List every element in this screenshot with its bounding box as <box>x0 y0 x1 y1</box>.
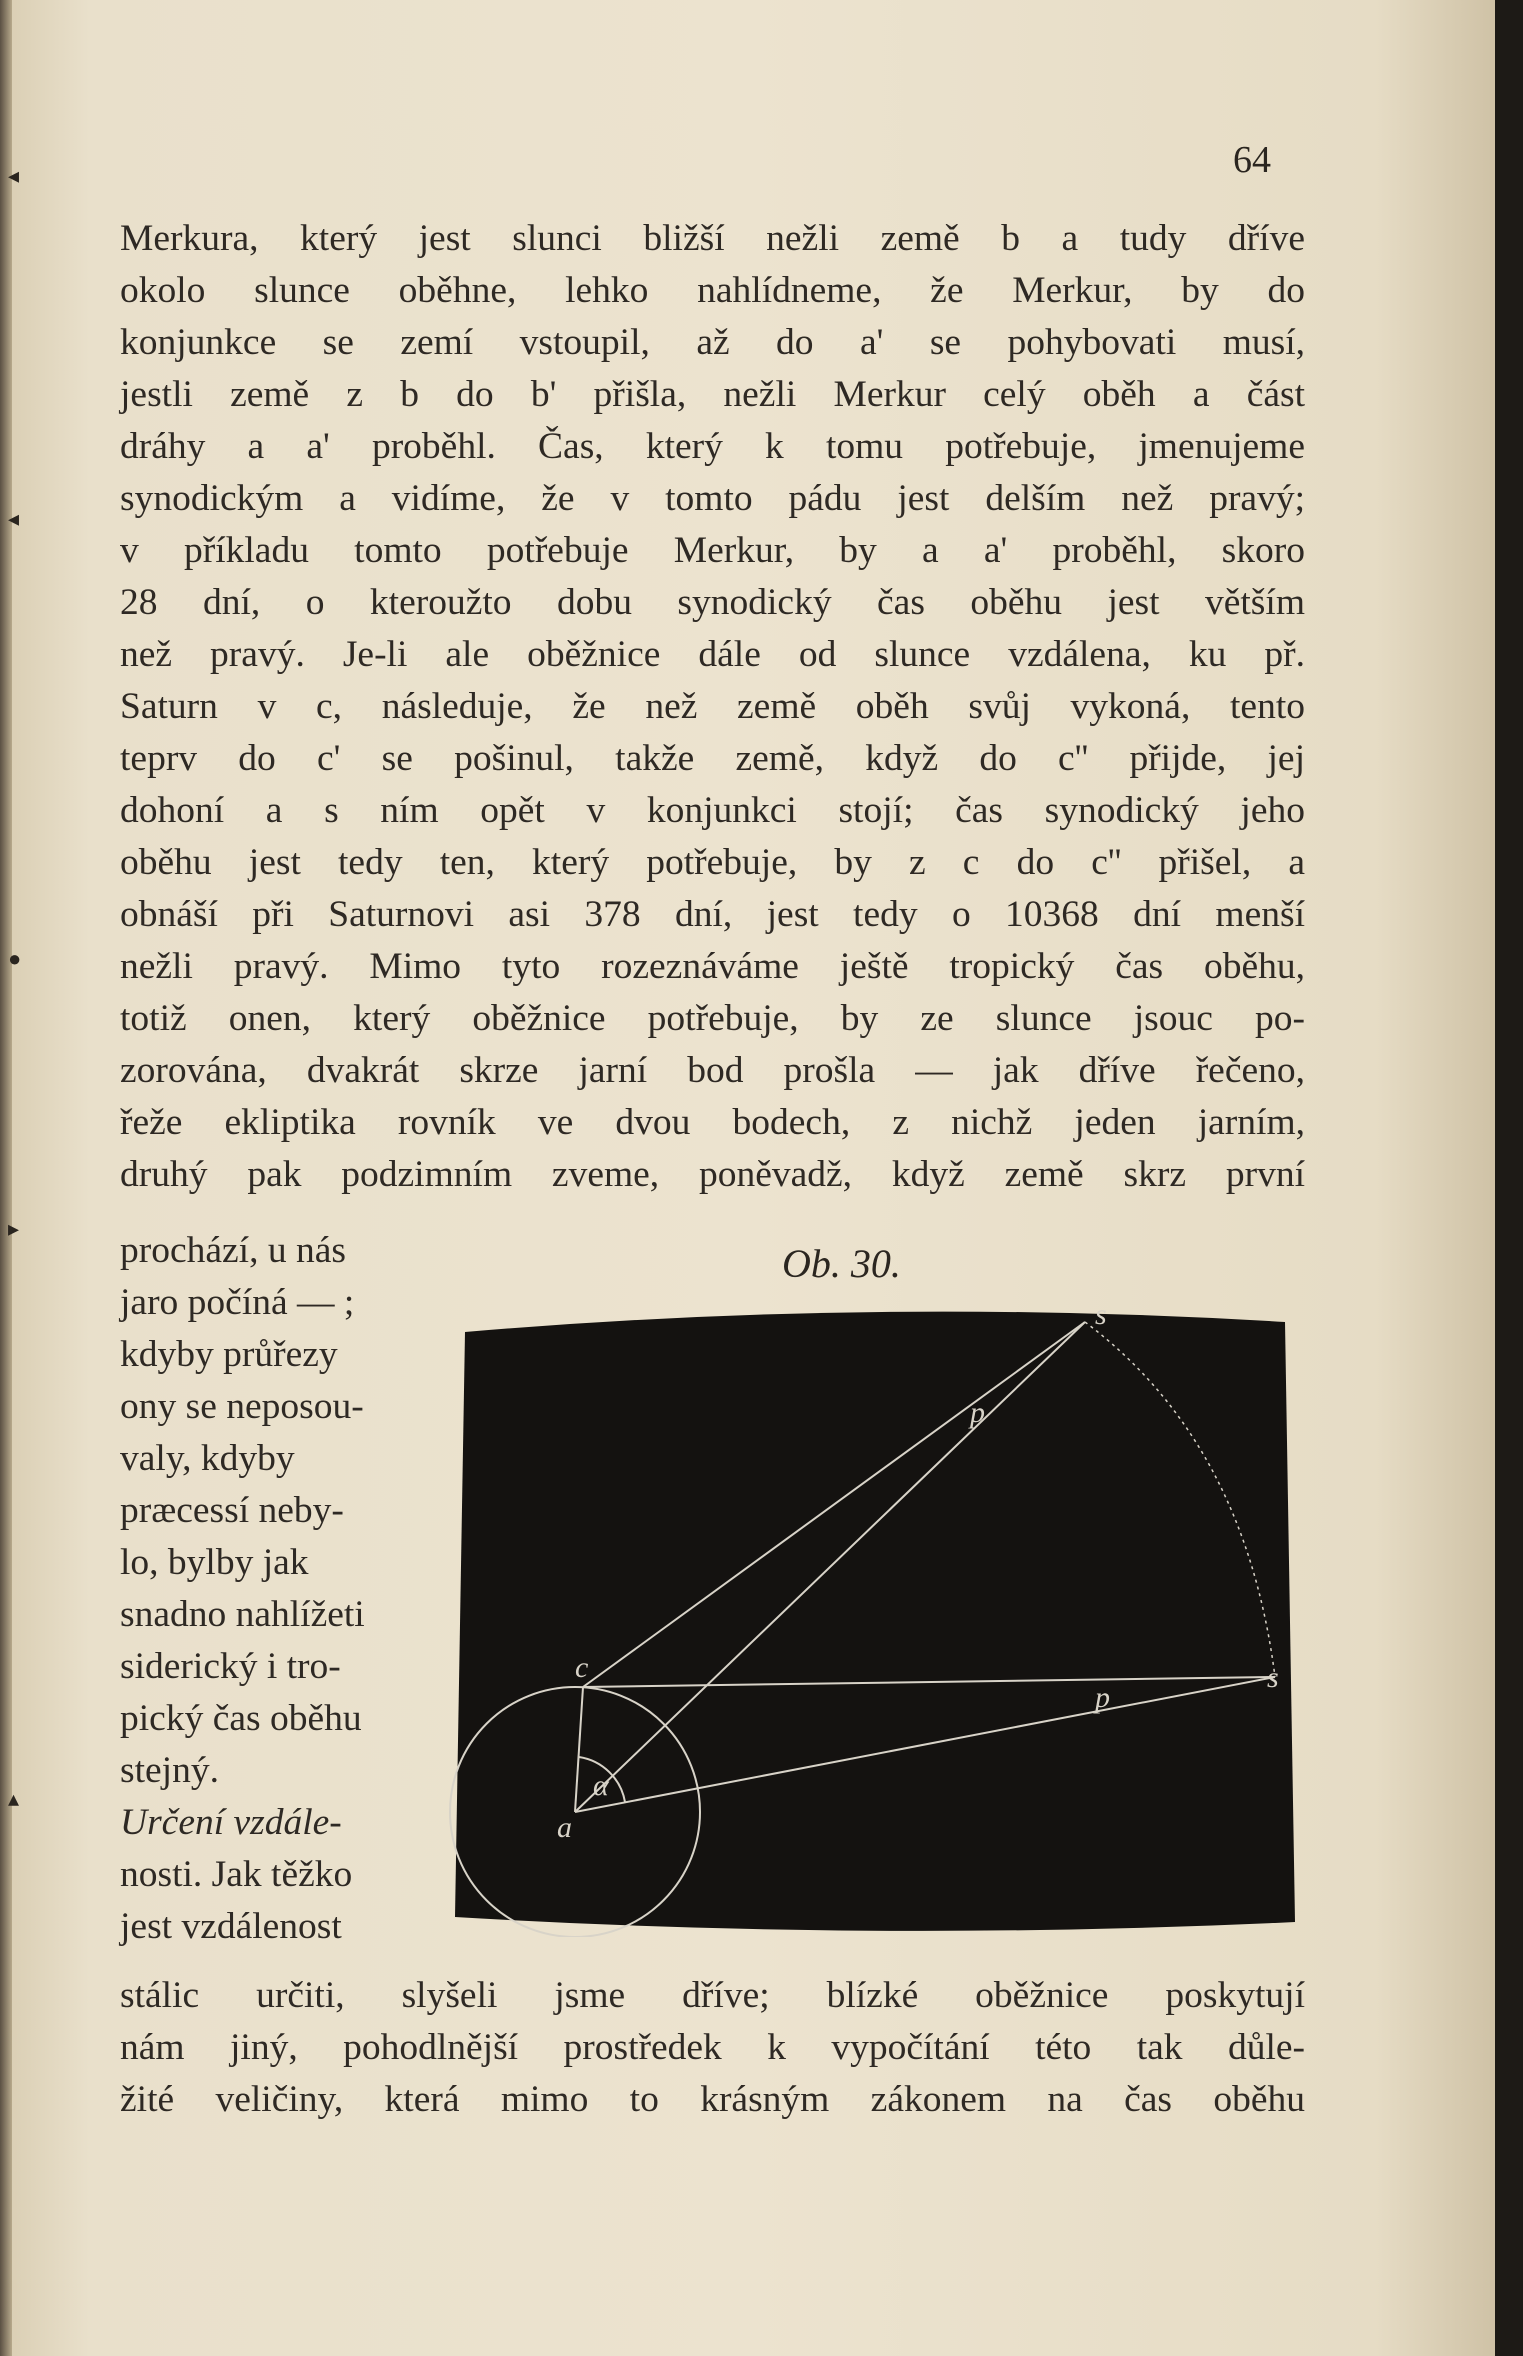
text-line: zorována, dvakrát skrze jarní bod prošla — jak dříve řečeno, <box>120 1050 1305 1091</box>
label-p-top: p <box>970 1396 985 1429</box>
text-line: stejný. <box>120 1750 219 1791</box>
orbit-diagram <box>445 1302 1305 1937</box>
text-line: jestli země z b do b' přišla, nežli Merkur celý oběh a část <box>120 374 1305 415</box>
text-line: præcessí neby- <box>120 1490 344 1531</box>
text-line: jaro počíná — ; <box>120 1282 355 1323</box>
text-line: kdyby průřezy <box>120 1334 338 1375</box>
label-c: c <box>575 1651 589 1684</box>
binding-gutter <box>0 0 12 2356</box>
text-line: obnáší při Saturnovi asi 378 dní, jest tedy o 10368 dní menší <box>120 894 1305 935</box>
text-line: snadno nahlížeti <box>120 1594 365 1635</box>
body-text-continued <box>120 1970 1305 2126</box>
label-alpha: α <box>593 1769 609 1802</box>
text-line: okolo slunce oběhne, lehko nahlídneme, že Merkur, by do <box>120 270 1305 311</box>
text-line: totiž onen, který oběžnice potřebuje, by ze slunce jsouc po- <box>120 998 1305 1039</box>
text-line: ony se neposou- <box>120 1386 364 1427</box>
margin-mark: ◂ <box>8 163 20 188</box>
text-line: druhý pak podzimním zveme, poněvadž, když země skrz první <box>120 1154 1305 1195</box>
text-line: oběhu jest tedy ten, který potřebuje, by z c do c'' přišel, a <box>120 842 1305 883</box>
text-line: prochází, u nás <box>120 1230 346 1271</box>
text-line: stálic určiti, slyšeli jsme dříve; blízké oběžnice poskytují <box>120 1975 1305 2016</box>
text-line: v příkladu tomto potřebuje Merkur, by a a' proběhl, skoro <box>120 530 1305 571</box>
text-line: Merkura, který jest slunci bližší nežli země b a tudy dříve <box>120 218 1305 259</box>
figure-background <box>455 1312 1295 1931</box>
text-line: teprv do c' se pošinul, takže země, když do c'' přijde, jej <box>120 738 1305 779</box>
body-text <box>120 213 1305 1201</box>
label-p-right: p <box>1095 1681 1110 1714</box>
margin-mark: ▸ <box>8 1216 20 1241</box>
figure-caption: Ob. 30. <box>782 1241 901 1286</box>
margin-mark: ▴ <box>8 1786 20 1811</box>
label-s-top: s <box>1095 1302 1107 1331</box>
text-line: nosti. Jak těžko <box>120 1854 353 1895</box>
label-s-right: s <box>1267 1661 1279 1694</box>
margin-mark: ● <box>8 946 22 971</box>
text-line: řeže ekliptika rovník ve dvou bodech, z nichž jeden jarním, <box>120 1102 1305 1143</box>
text-line: dráhy a a' proběhl. Čas, který k tomu potřebuje, jmenujeme <box>120 426 1305 467</box>
side-heading: Určení vzdále- <box>120 1802 342 1843</box>
text-line: synodickým a vidíme, že v tomto pádu jest delším než pravý; <box>120 478 1305 519</box>
text-line: 28 dní, o kteroužto dobu synodický čas oběhu jest větším <box>120 582 1305 623</box>
text-line: valy, kdyby <box>120 1438 295 1479</box>
label-a: a <box>557 1811 572 1844</box>
text-line: dohoní a s ním opět v konjunkci stojí; čas synodický jeho <box>120 790 1305 831</box>
text-line: Saturn v c, následuje, že než země oběh svůj vykoná, tento <box>120 686 1305 727</box>
text-line: lo, bylby jak <box>120 1542 309 1583</box>
text-line: žité veličiny, která mimo to krásným zákonem na čas oběhu <box>120 2079 1305 2120</box>
text-line: pický čas oběhu <box>120 1698 362 1739</box>
text-line: konjunkce se zemí vstoupil, až do a' se pohybovati musí, <box>120 322 1305 363</box>
text-line: nežli pravý. Mimo tyto rozeznáváme ještě tropický čas oběhu, <box>120 946 1305 987</box>
wrapped-text-column <box>120 1225 420 1953</box>
margin-mark: ◂ <box>8 506 20 531</box>
page-number: 64 <box>1233 139 1271 181</box>
text-line: siderický i tro- <box>120 1646 341 1687</box>
text-line: než pravý. Je-li ale oběžnice dále od slunce vzdálena, ku př. <box>120 634 1305 675</box>
text-line: jest vzdálenost <box>120 1906 342 1947</box>
text-line: nám jiný, pohodlnější prostředek k vypočítání této tak důle- <box>120 2027 1305 2068</box>
